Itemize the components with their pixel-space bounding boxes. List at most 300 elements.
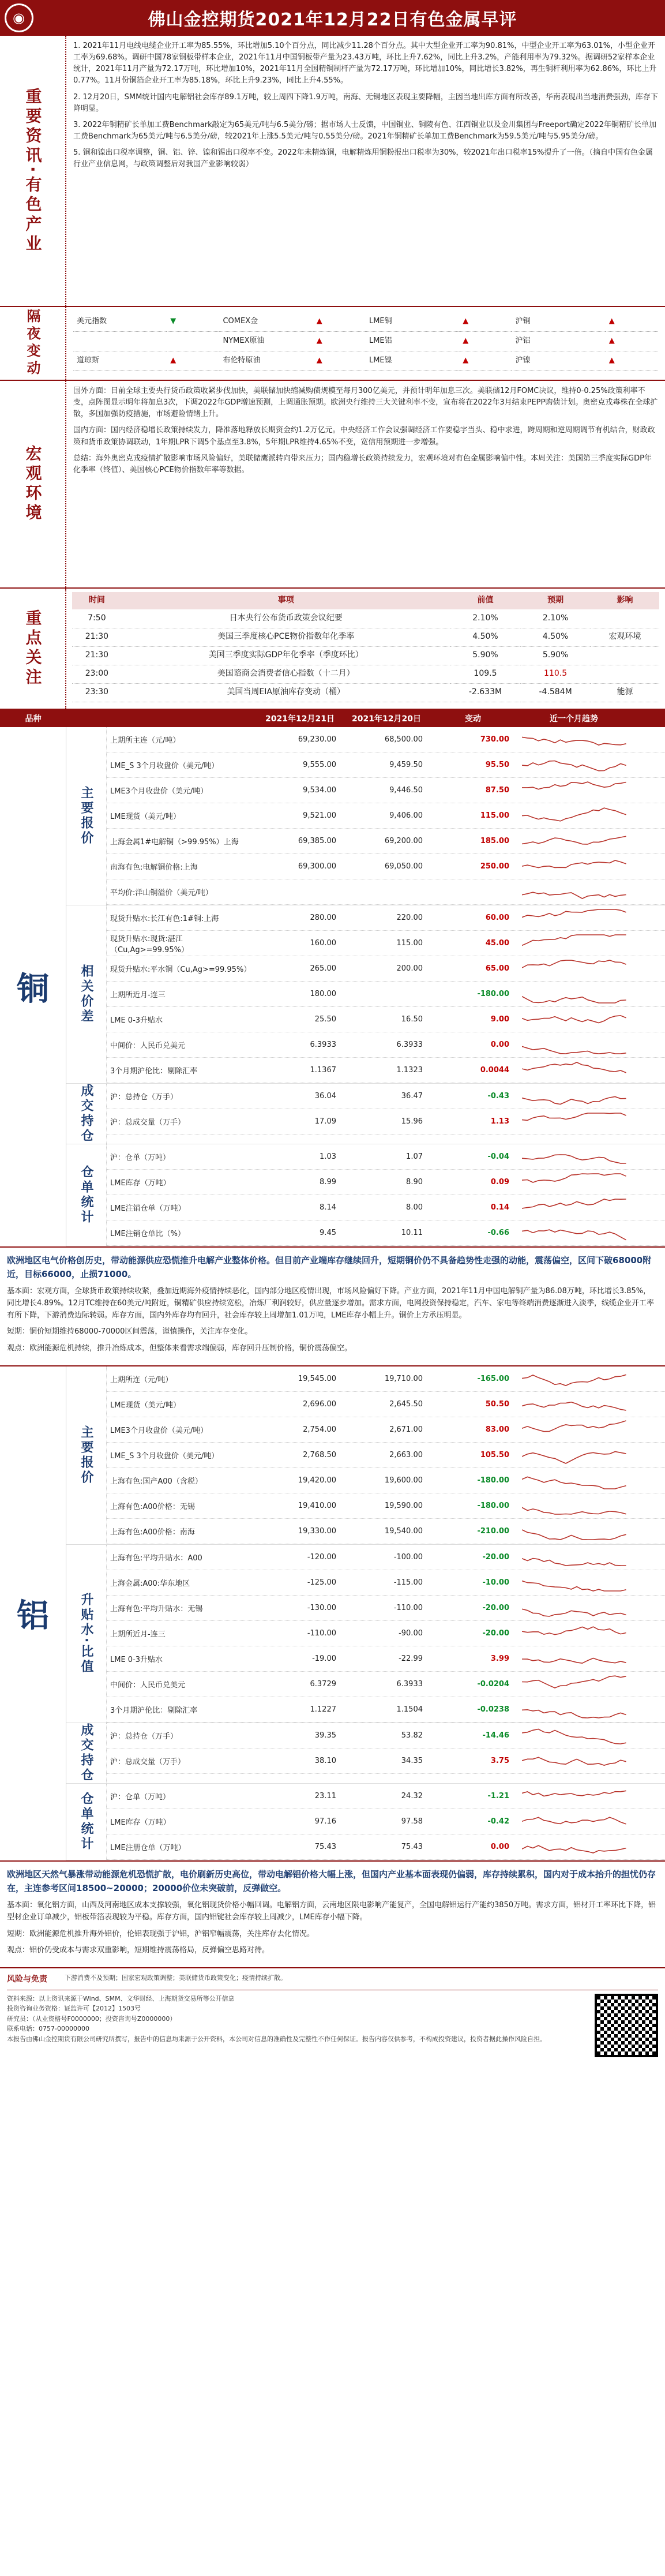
trend-cell — [516, 984, 632, 1005]
trend-line — [522, 1559, 626, 1566]
value-today: 2,768.50 — [303, 1450, 336, 1459]
trend-sparkline — [522, 1521, 632, 1541]
value-prev: 19,590.00 — [384, 1501, 423, 1510]
up-triangle-icon: ▲ — [313, 331, 366, 351]
trend-cell — [516, 1547, 632, 1567]
news-content — [66, 36, 665, 306]
row-name: LME 0-3升贴水 — [110, 1655, 163, 1664]
value-change: -20.00 — [482, 1603, 509, 1612]
table-row — [107, 1392, 665, 1417]
trend-line — [522, 1062, 626, 1072]
value-change: 0.0044 — [480, 1066, 509, 1074]
value-prev: 75.43 — [401, 1842, 423, 1851]
group-label-text: 主要报价 — [79, 786, 93, 846]
trend-sparkline — [522, 1009, 632, 1030]
trend-sparkline — [522, 1785, 632, 1806]
aluminum-summary — [0, 1862, 665, 1968]
group-label — [66, 1545, 107, 1723]
table-row — [107, 1468, 665, 1493]
trend-cell — [516, 882, 632, 903]
value-prev: 69,200.00 — [384, 837, 423, 845]
overnight-item: 布伦特原油 — [219, 351, 313, 370]
overnight-item: COMEX金 — [219, 312, 313, 331]
trend-sparkline — [522, 1836, 632, 1857]
value-prev: 15.96 — [401, 1117, 423, 1126]
group-label — [66, 1723, 107, 1783]
copper-paragraph: 基本面：宏观方面，全球货币政策持续收紧，叠加近期海外疫情持续恶化，国内部分地区疫情出现，市场风险偏好下降。产业方面，2021年11月中国电解铜产量为86.08万吨，环比增长3.85%，同比增长4.89%。12月TC维持在60美元/吨附近，铜精矿供应持续宽松，冶炼厂利润较好，供应量逐步增加。需求方面，电网投资保持稳定，汽车、家电等终端消费逐渐进入淡季，线缆企业开工率有所下降，下游消费边际转弱。库存方面，国内外库存均有回升，社会库存较上周增加1.01万吨，LME库存小幅上升。铜价上方承压明显。 — [7, 1287, 655, 1320]
value-prev: 19,600.00 — [384, 1476, 423, 1485]
row-name: 中间价：人民币兑美元 — [110, 1042, 186, 1050]
events-row — [72, 646, 659, 665]
value-today: 36.04 — [314, 1092, 336, 1100]
aluminum-label: 铝 — [0, 1366, 66, 1860]
value-prev: -22.99 — [399, 1654, 423, 1663]
value-today: 97.16 — [314, 1817, 336, 1826]
table-row — [107, 1748, 665, 1774]
copper-paragraph: 观点：欧洲能源危机持续，推升冶炼成本，但整体来看需求端偏弱，库存回升压制价格，铜价震荡偏空。 — [7, 1344, 352, 1353]
metal-group — [66, 905, 665, 1084]
copper-paragraph: 短期：铜价短期维持68000-70000区间震荡，谨慎操作，关注库存变化。 — [7, 1327, 253, 1336]
trend-cell — [516, 1811, 632, 1832]
value-prev: 19,710.00 — [384, 1374, 423, 1383]
trend-line — [522, 1230, 626, 1240]
metal-header-cell: 2021年12月20日 — [352, 714, 421, 724]
value-prev: 16.50 — [401, 1015, 423, 1024]
metal-header-cell: 品种 — [25, 714, 42, 724]
row-name: LME注销仓单比（%） — [110, 1230, 186, 1238]
trend-cell — [516, 755, 632, 776]
footer-label: 风险与免责 — [7, 1975, 47, 1985]
value-change: -0.0238 — [477, 1705, 509, 1714]
group-label-text: 仓单统计 — [79, 1165, 93, 1225]
value-today: 69,230.00 — [298, 735, 336, 744]
metal-group — [66, 1545, 665, 1723]
trend-sparkline — [522, 1673, 632, 1694]
row-name: LME注册仓单（万吨） — [110, 1843, 186, 1852]
group-label — [66, 727, 107, 905]
trend-line — [522, 1421, 626, 1432]
down-triangle-icon — [167, 331, 219, 351]
events-cell: 4.50% — [520, 628, 591, 646]
trend-line — [522, 761, 626, 770]
trend-line — [522, 782, 626, 789]
value-prev: 6.3933 — [396, 1040, 423, 1049]
trend-line — [522, 935, 626, 945]
trend-cell — [516, 806, 632, 826]
overnight-item: 沪铝 — [512, 331, 605, 351]
row-name: 南海有色:电解铜价格:上海 — [110, 863, 198, 872]
footer-line: 资料来源：以上资讯来源于Wind、SMM、文华财经、上海期货交易所等公开信息 — [7, 1994, 235, 2002]
value-change: 95.50 — [485, 761, 509, 769]
group-label-text: 成交持仓 — [79, 1084, 93, 1144]
trend-line — [522, 1375, 626, 1386]
trend-sparkline — [522, 1086, 632, 1107]
metal-group — [66, 727, 665, 905]
value-change: -180.00 — [477, 1501, 509, 1510]
value-prev: -100.00 — [393, 1552, 423, 1562]
trend-line — [522, 1710, 626, 1718]
trend-cell — [516, 1836, 632, 1857]
value-today: 8.99 — [320, 1178, 336, 1186]
trend-cell — [516, 1060, 632, 1081]
macro-side-label: 宏观环境 — [0, 381, 66, 587]
trend-line — [522, 1758, 626, 1766]
table-row — [107, 1834, 665, 1860]
footer-line: 投资咨询业务资格：证监许可【2012】1503号 — [7, 2005, 141, 2013]
table-row — [107, 1570, 665, 1596]
table-row — [107, 752, 665, 778]
trend-cell — [516, 1223, 632, 1244]
group-label — [66, 1784, 107, 1860]
trend-sparkline — [522, 1623, 632, 1643]
table-row — [107, 982, 665, 1007]
table-row — [107, 1621, 665, 1646]
row-name: 沪：仓单（万吨） — [110, 1154, 171, 1162]
table-row — [107, 1417, 665, 1443]
row-name: LME注销仓单（万吨） — [110, 1204, 186, 1213]
trend-line — [522, 1530, 626, 1540]
copper-section — [0, 727, 665, 1248]
trend-line — [522, 1791, 626, 1796]
trend-line — [522, 960, 626, 968]
trend-cell — [516, 729, 632, 750]
table-row — [107, 1109, 665, 1135]
overnight-row — [73, 331, 658, 351]
value-prev: -110.00 — [393, 1603, 423, 1612]
value-today: 69,385.00 — [298, 837, 336, 845]
metal-group — [66, 1784, 665, 1860]
trend-cell — [516, 1172, 632, 1193]
trend-line — [522, 1046, 626, 1054]
events-cell: 美国当周EIA原油库存变动（桶） — [122, 683, 450, 702]
up-triangle-icon: ▲ — [313, 351, 366, 370]
value-change: -0.66 — [487, 1229, 509, 1237]
table-row — [107, 778, 665, 803]
events-cell: -4.584M — [520, 683, 591, 702]
events-cell: 21:30 — [72, 646, 122, 665]
trend-sparkline — [522, 1699, 632, 1720]
value-change: -0.42 — [487, 1817, 509, 1826]
group-label — [66, 1084, 107, 1144]
trend-sparkline — [522, 882, 632, 903]
qr-code-icon — [595, 1994, 658, 2057]
value-today: 23.11 — [314, 1791, 336, 1800]
overnight-item: NYMEX原油 — [219, 331, 313, 351]
table-row — [107, 956, 665, 982]
trend-line — [522, 1477, 626, 1489]
value-today: 9.45 — [320, 1229, 336, 1237]
value-today: 19,420.00 — [298, 1476, 336, 1485]
value-today: 2,754.00 — [303, 1425, 336, 1434]
events-cell: 7:50 — [72, 609, 122, 628]
table-row — [107, 1144, 665, 1170]
trend-cell — [516, 1725, 632, 1746]
trend-cell — [516, 1470, 632, 1491]
events-row — [72, 609, 659, 628]
value-today: 8.14 — [320, 1203, 336, 1212]
trend-line — [522, 1113, 626, 1120]
events-cell: 23:00 — [72, 665, 122, 683]
trend-line — [522, 1581, 626, 1592]
table-row — [107, 905, 665, 931]
events-row — [72, 665, 659, 683]
value-change: 105.50 — [480, 1450, 509, 1459]
table-row — [107, 854, 665, 879]
copper-label: 铜 — [0, 727, 66, 1246]
trend-line — [522, 1015, 626, 1023]
trend-sparkline — [522, 1470, 632, 1491]
footer-line: 本报告由佛山金控期货有限公司研究所撰写，报告中的信息均来源于公开资料，本公司对信息的准确性及完整性不作任何保证。报告内容仅供参考，不构成投资建议，投资者据此操作风险自担。 — [7, 2035, 546, 2043]
trend-sparkline — [522, 984, 632, 1005]
group-label — [66, 905, 107, 1083]
value-prev: 9,406.00 — [389, 811, 423, 820]
group-label-text: 仓单统计 — [79, 1791, 93, 1852]
group-label — [66, 1366, 107, 1544]
trend-sparkline — [522, 1811, 632, 1832]
row-name: LME3个月收盘价（美元/吨） — [110, 787, 208, 796]
news-paragraph: 2. 12月20日，SMM统计国内电解铝社会库存89.1万吨，较上周四下降1.9万吨，南海、无锡地区表现主要降幅，主因当地出库方面有所改善，华南表现出当地消费强劲，库存下降明显。 — [73, 92, 658, 113]
trend-line — [522, 1508, 626, 1515]
trend-cell — [516, 856, 632, 877]
value-change: -10.00 — [482, 1578, 509, 1587]
row-name: LME 0-3升贴水 — [110, 1016, 163, 1025]
events-cell: 110.5 — [520, 665, 591, 683]
news-paragraph: 1. 2021年11月电线电缆企业开工率为85.55%，环比增加5.10个百分点，同比减少11.28个百分点。其中大型企业开工率为90.81%，中型企业开工率为63.01%，小型企业开工率为69.68%。调研中国78家铜板带样本企业，2021年11月中国铜板带产量为23.43万吨，环比上升7.62%，同比上升3.2%，产能利用率为79.32%。据调研52家样本企业统计，2021年11月产量为72.17万吨，环比增加10%，2021年11月全国精铜制杆产量为72.17万吨，环比增加10%，同比增长3.82%，再生铜杆利用率为62.86%，环比上升0.77%。11月份铜箔企业开工率为85.18%，环比上升9.23%，同比上升4.55%。 — [73, 42, 657, 85]
value-prev: 19,540.00 — [384, 1526, 423, 1536]
value-change: 50.50 — [485, 1399, 509, 1409]
value-today: -125.00 — [307, 1578, 336, 1587]
overnight-item: 美元指数 — [73, 312, 167, 331]
table-row — [107, 1032, 665, 1058]
row-name: 沪：总成交量（万手） — [110, 1757, 186, 1766]
trend-line — [522, 1658, 626, 1664]
footer-line: 联系电话：0757-00000000 — [7, 2025, 89, 2033]
row-name: 上期所主连（元/吨） — [110, 736, 181, 745]
row-name: LME现货（美元/吨） — [110, 1401, 181, 1410]
value-today: 280.00 — [310, 913, 336, 922]
copper-summary — [0, 1248, 665, 1366]
trend-sparkline — [522, 1172, 632, 1193]
metal-group — [66, 1084, 665, 1144]
value-today: -120.00 — [307, 1552, 336, 1562]
trend-line — [522, 1199, 626, 1208]
up-triangle-icon: ▲ — [606, 331, 658, 351]
row-name: 现货升贴水:现货:湛江（Cu,Ag>=99.95%） — [110, 934, 189, 954]
trend-cell — [516, 780, 632, 801]
group-label — [66, 1144, 107, 1246]
table-row — [107, 1646, 665, 1672]
trend-cell — [516, 1419, 632, 1440]
value-prev: 24.32 — [401, 1791, 423, 1800]
table-row — [107, 1007, 665, 1032]
trend-line — [522, 1846, 626, 1854]
table-row — [107, 1672, 665, 1697]
trend-cell — [516, 933, 632, 954]
row-name: 中间价：人民币兑美元 — [110, 1680, 186, 1690]
trend-cell — [516, 1009, 632, 1030]
news-paragraph: 5. 铜和镍出口税率调整，铜、铝、锌、镍和锡出口税率不变。2022年未精炼铜，电解精炼用铜粉报出口税率为30%，较2021年出口税率15%提升了一倍。（摘自中国有色金属行业产业信息网，与政策调整后对我国产业影响较弱） — [73, 148, 653, 169]
trend-line — [522, 1676, 626, 1688]
up-triangle-icon: ▲ — [459, 312, 512, 331]
trend-cell — [516, 1597, 632, 1618]
value-prev: 69,050.00 — [384, 862, 423, 871]
events-cell: 21:30 — [72, 628, 122, 646]
events-header: 影响 — [591, 592, 659, 609]
trend-cell — [516, 1394, 632, 1414]
news-side-label: 重要资讯·有色产业 — [0, 36, 66, 306]
events-cell: 23:30 — [72, 683, 122, 702]
value-change: 3.99 — [490, 1654, 509, 1663]
value-change: -210.00 — [477, 1526, 509, 1536]
group-label-text: 成交持仓 — [79, 1723, 93, 1783]
company-logo-icon: ◉ — [5, 3, 33, 32]
footer-risk: 下游消费不及预期；国家宏观政策调整；美联储货币政策变化；疫情持续扩散。 — [65, 1974, 287, 1982]
table-row — [107, 931, 665, 956]
value-today: 1.03 — [320, 1152, 336, 1161]
value-today: 25.50 — [314, 1015, 336, 1024]
up-triangle-icon: ▲ — [606, 312, 658, 331]
value-prev: 9,446.50 — [389, 786, 423, 795]
macro-section — [0, 381, 665, 589]
value-today: -110.00 — [307, 1628, 336, 1638]
up-triangle-icon: ▲ — [167, 351, 219, 370]
aluminum-paragraph: 观点：铝价仍受成本与需求双重影响，短期维持震荡格局，反弹偏空思路对待。 — [7, 1946, 270, 1955]
table-row — [107, 1443, 665, 1468]
trend-line — [522, 1402, 626, 1410]
trend-line — [522, 1627, 626, 1635]
trend-sparkline — [522, 806, 632, 826]
overnight-side-label: 隔夜变动 — [0, 307, 66, 380]
value-change: -20.00 — [482, 1552, 509, 1562]
events-cell: 4.50% — [450, 628, 521, 646]
value-prev: 1.07 — [406, 1152, 423, 1161]
events-cell — [591, 665, 659, 683]
events-cell: 5.90% — [450, 646, 521, 665]
trend-sparkline — [522, 780, 632, 801]
value-change: 45.00 — [485, 939, 509, 948]
trend-sparkline — [522, 1368, 632, 1389]
value-change: 3.75 — [490, 1756, 509, 1765]
trend-cell — [516, 1444, 632, 1465]
value-change: -180.00 — [477, 1476, 509, 1485]
value-prev: 220.00 — [396, 913, 423, 922]
row-name: 沪：总持仓（万手） — [110, 1093, 178, 1102]
events-cell — [591, 609, 659, 628]
footer-line: 研究员：（从业资格号F0000000；投资咨询号Z0000000） — [7, 2015, 176, 2023]
events-cell: 美国三季度实际GDP年化季率（季度环比） — [122, 646, 450, 665]
up-triangle-icon: ▲ — [313, 312, 366, 331]
trend-sparkline — [522, 1725, 632, 1746]
table-row — [107, 1195, 665, 1220]
events-row — [72, 628, 659, 646]
value-change: -165.00 — [477, 1374, 509, 1383]
value-change: -0.43 — [487, 1092, 509, 1100]
trend-cell — [516, 958, 632, 979]
overnight-item: LME镍 — [366, 351, 459, 370]
events-cell: 2.10% — [450, 609, 521, 628]
trend-sparkline — [522, 1495, 632, 1516]
trend-line — [522, 808, 626, 821]
aluminum-section — [0, 1366, 665, 1862]
trend-sparkline — [522, 1223, 632, 1244]
table-row — [107, 1519, 665, 1544]
trend-line — [522, 1818, 626, 1825]
table-row — [107, 1596, 665, 1621]
value-prev: 6.3933 — [396, 1679, 423, 1688]
metal-header-cell: 近一个月趋势 — [550, 714, 598, 724]
news-paragraph: 3. 2022年铜精矿长单加工费Benchmark敲定为65美元/吨与6.5美分/磅；据市场人士反馈，中国铜业、铜陵有色、江西铜业以及金川集团与Freeport确定2022年铜精矿长单加工费Benchmark为65美元/吨与6.5美分/磅，较2021年上涨5.5美元/吨与0.55美分/磅。2021年铜精矿长单加工费Benchmark为59.5美元/吨与5.95美分/磅。 — [73, 120, 656, 141]
row-name: 上海有色:A00价格：南海 — [110, 1527, 195, 1537]
trend-cell — [516, 1495, 632, 1516]
metal-group — [66, 1723, 665, 1784]
trend-line — [522, 836, 626, 844]
row-name: 3个月期沪伦比：剔除汇率 — [110, 1706, 198, 1715]
row-name: LME现货（美元/吨） — [110, 813, 181, 821]
trend-cell — [516, 1572, 632, 1593]
value-today: 265.00 — [310, 964, 336, 973]
value-change: -0.0204 — [477, 1679, 509, 1688]
value-change: 185.00 — [480, 837, 509, 845]
row-name: 上海有色:平均升贴水：A00 — [110, 1553, 202, 1563]
row-name: 上海有色:国产A00（含税） — [110, 1477, 202, 1486]
value-prev: 200.00 — [396, 964, 423, 973]
row-name: 上海有色:平均升贴水：无锡 — [110, 1604, 203, 1613]
trend-cell — [516, 1648, 632, 1669]
down-triangle-icon: ▼ — [167, 312, 219, 331]
value-change: 83.00 — [485, 1425, 509, 1434]
value-today: -130.00 — [307, 1603, 336, 1612]
trend-line — [522, 1729, 626, 1744]
value-change: 9.00 — [490, 1015, 509, 1024]
value-today: 17.09 — [314, 1117, 336, 1126]
trend-sparkline — [522, 755, 632, 776]
value-prev: 97.58 — [401, 1817, 423, 1826]
events-cell — [591, 646, 659, 665]
events-cell: 2.10% — [520, 609, 591, 628]
value-prev: 115.00 — [396, 939, 423, 948]
table-row — [107, 1366, 665, 1392]
table-row — [107, 1545, 665, 1570]
trend-line — [522, 1452, 626, 1464]
events-cell: 109.5 — [450, 665, 521, 683]
value-today: 9,521.00 — [303, 811, 336, 820]
value-change: 1.13 — [490, 1117, 509, 1126]
row-name: 现货升贴水:长江有色:1#铜:上海 — [110, 915, 219, 923]
metal-header-cell: 2021年12月21日 — [265, 714, 335, 724]
events-table — [72, 592, 659, 702]
up-triangle-icon: ▲ — [459, 331, 512, 351]
value-change: -14.46 — [482, 1731, 509, 1740]
overnight-item: LME铝 — [366, 331, 459, 351]
trend-line — [522, 737, 626, 745]
trend-sparkline — [522, 1572, 632, 1593]
value-today: 9,555.00 — [303, 761, 336, 769]
value-today: 160.00 — [310, 939, 336, 948]
trend-cell — [516, 1521, 632, 1541]
table-row — [107, 1220, 665, 1246]
value-prev: 34.35 — [401, 1756, 423, 1765]
value-today: 180.00 — [310, 990, 336, 998]
trend-sparkline — [522, 1419, 632, 1440]
table-row — [107, 1170, 665, 1195]
row-name: 沪：总持仓（万手） — [110, 1732, 178, 1741]
row-name: 沪：总成交量（万手） — [110, 1118, 186, 1127]
row-name: LME_S 3个月收盘价（美元/吨） — [110, 1451, 219, 1461]
events-cell: 5.90% — [520, 646, 591, 665]
events-header: 预期 — [520, 592, 591, 609]
value-today: 75.43 — [314, 1842, 336, 1851]
trend-cell — [516, 1147, 632, 1167]
